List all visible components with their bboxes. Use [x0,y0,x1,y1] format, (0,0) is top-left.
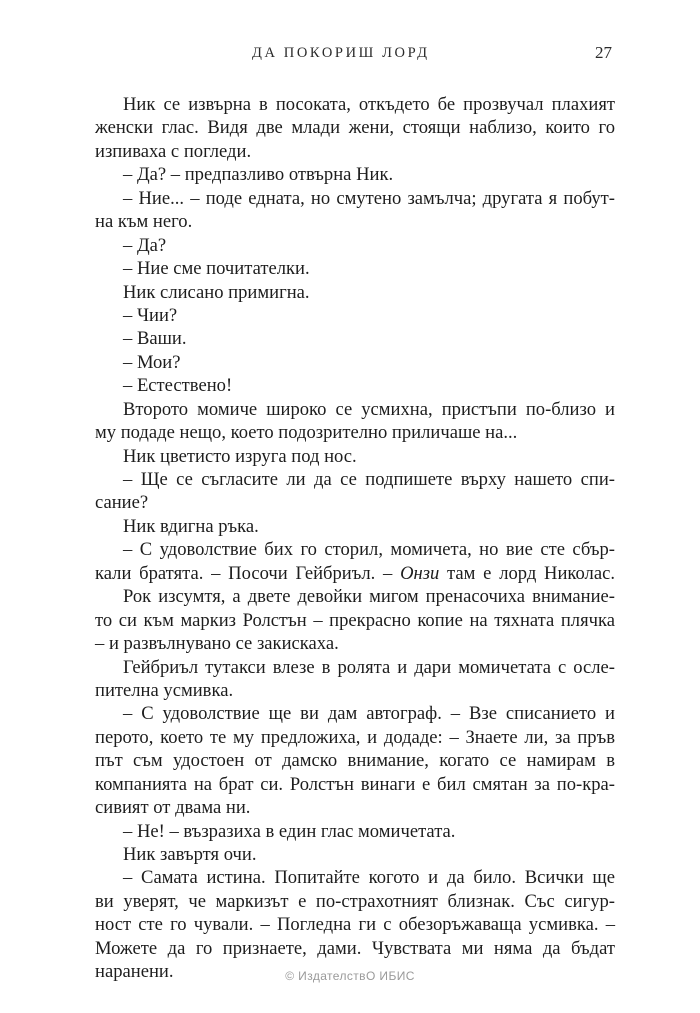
text-line: Можете да го признаете, дами. Чувствата ми няма да бъдат [95,937,615,959]
text-line: сивият от двама ни. [95,797,251,819]
text-line: женски глас. Видя две млади жени, стоящи наблизо, които го [95,117,615,139]
text-line: – С удоволствие бих го сторил, момичета, но вие сте сбър- [123,539,615,561]
text-line: Ник завъртя очи. [123,844,257,865]
text-line: – и развълнувано се закискаха. [95,633,339,655]
text-line: перото, което те му предложиха, и додаде: – Знаете ли, за пръв [95,726,615,748]
text-line: – Да? [123,234,167,256]
text-line: компанията на брат си. Ролстън винаги е бил смятан за по-кра- [95,773,615,795]
text-line: изпиваха с погледи. [95,140,252,162]
text-line: Ник вдигна ръка. [123,515,259,537]
body-text [95,93,615,984]
text-line: сание? [95,492,149,514]
running-title: ДА ПОКОРИШ ЛОРД [252,45,430,61]
text-line: наранени. [95,961,174,983]
text-line: – Ваши. [123,328,187,350]
text-line: ност сте го чували. – Погледна ги с обезоръжаваща усмивка. – [95,914,615,936]
text-line: – Ние сме почитателки. [123,258,310,280]
text-line: му подаде нещо, което подозрително приличаше на... [95,422,518,444]
running-head [0,40,700,70]
text-line: – Мои? [123,351,181,373]
text-line: Гейбриъл тутакси влезе в ролята и дари момичетата с осле- [123,656,615,678]
text-line: – Самата истина. Попитайте когото и да било. Всички ще [123,867,615,889]
text-line: на към него. [95,211,193,233]
emphasis: Онзи [400,562,440,584]
text-line: път съм удостоен от дамско внимание, когато се намирам в [95,750,615,772]
text-line: – Да? – предпазливо отвърна Ник. [123,164,394,186]
text-line: ви уверят, че маркизът е по-страхотният близнак. Със сигур- [95,890,615,912]
text-line: Ник слисано примигна. [123,281,310,303]
text-line: Ник цветисто изруга под нос. [123,445,357,467]
text-line: кали братята. – Посочи Гейбриъл. – Онзи там е лорд Николас. [95,562,615,584]
page-number: 27 [595,43,612,62]
text-line: Второто момиче широко се усмихна, пристъпи по-близо и [123,398,615,420]
text-line: – Не! – възразиха в един глас момичетата. [123,820,456,842]
text-line: пителна усмивка. [95,679,234,701]
text-line: – Чии? [123,304,178,326]
text-line: – Ние... – поде едната, но смутено замълча; другата я побут- [123,187,615,209]
text-line: – С удоволствие ще ви дам автограф. – Взе списанието и [123,703,615,725]
copyright-footer: © ИздателствО ИБИС [285,969,415,983]
text-line: то си към маркиз Ролстън – прекрасно копие на тяхната плячка [95,609,615,631]
text-line: Ник се извърна в посоката, откъдето бе прозвучал плахият [123,94,615,115]
text-line: – Естествено! [123,375,233,397]
text-line: – Ще се съгласите ли да се подпишете върху нашето спи- [123,469,615,490]
text-line: Рок изсумтя, а двете девойки мигом пренасочиха внимание- [123,586,615,608]
